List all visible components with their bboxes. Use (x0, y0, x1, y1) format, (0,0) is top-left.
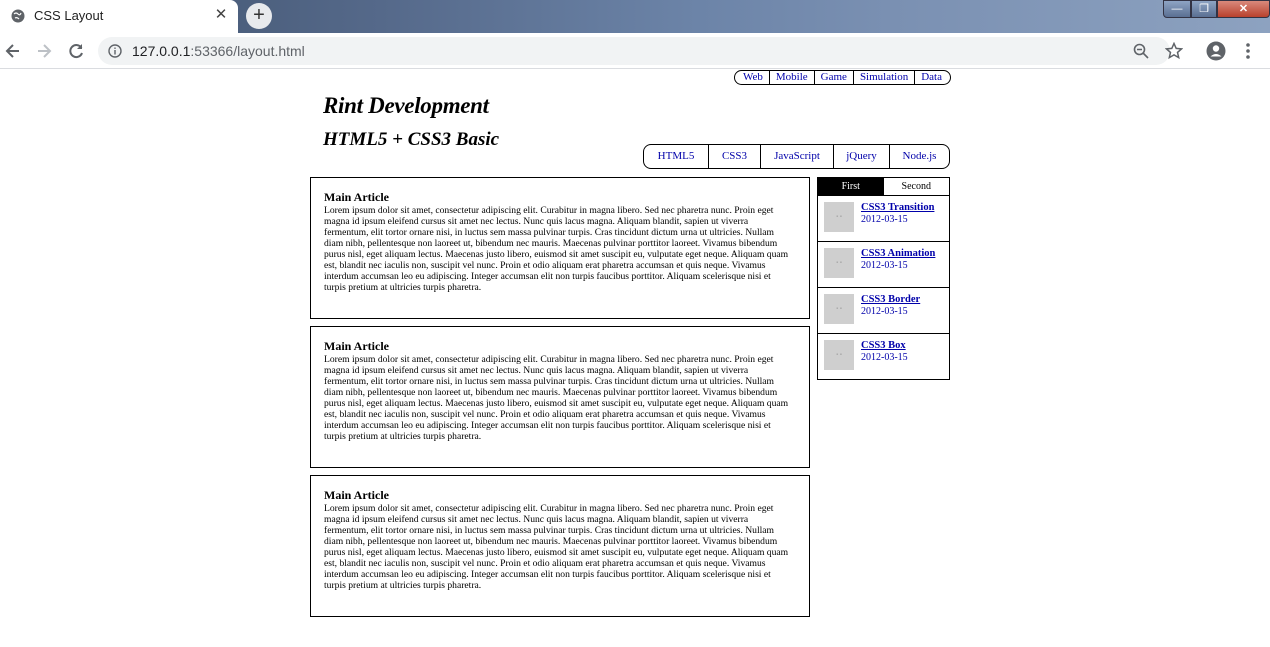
maximize-button[interactable]: ❐ (1191, 0, 1217, 18)
article-body: Lorem ipsum dolor sit amet, consectetur adipiscing elit. Curabitur in magna libero. Sed nec pharetra nunc. Proin eget magna id ipsum eleifend cursus sit amet nec lectus. Nunc quis lacus magna. Aliquam blandit, sapien ut viverra fermentum, elit tortor ornare nisi, in luctus sem massa pulvinar turpis. Cras tincidunt dictum urna ut ultricies. Nullam diam nibh, pellentesque non laoreet ut, bibendum nec mauris. Maecenas pulvinar porttitor laoreet. Vivamus bibendum purus nisl, eget aliquam lectus. Maecenas justo libero, euismod sit amet suscipit eu, vulputate eget neque. Aliquam quam est, blandit nec iaculis non, suscipit vel nunc. Proin et odio aliquam erat pharetra accumsan et quis neque. Vivamus interdum accumsan leo eu adipiscing. Integer accumsan elit non turpis faucibus porttitor. Aliquam scelerisque nisi et turpis pretium at ultricies turpis pharetra. (324, 354, 789, 442)
sidebar-item-title[interactable]: CSS3 Transition (861, 202, 935, 213)
top-nav-web[interactable]: Web (743, 71, 763, 83)
address-bar[interactable] (98, 37, 1170, 65)
tab-second[interactable]: Second (901, 181, 931, 192)
sidebar-item[interactable] (818, 288, 949, 334)
top-nav-game[interactable]: Game (814, 71, 853, 84)
main-nav-html5[interactable]: HTML5 (657, 150, 695, 162)
article-body: Lorem ipsum dolor sit amet, consectetur adipiscing elit. Curabitur in magna libero. Sed nec pharetra nunc. Proin eget magna id ipsum eleifend cursus sit amet nec lectus. Nunc quis lacus magna. Aliquam blandit, sapien ut viverra fermentum, elit tortor ornare nisi, in luctus sem massa pulvinar turpis. Cras tincidunt dictum urna ut ultricies. Nullam diam nibh, pellentesque non laoreet ut, bibendum nec mauris. Maecenas pulvinar porttitor laoreet. Vivamus bibendum purus nisl, eget aliquam lectus. Maecenas justo libero, euismod sit amet suscipit eu, vulputate eget neque. Aliquam quam est, blandit nec iaculis non, suscipit vel nunc. Proin et odio aliquam erat pharetra accumsan et quis neque. Vivamus interdum accumsan leo eu adipiscing. Integer accumsan elit non turpis faucibus porttitor. Aliquam scelerisque nisi et turpis pretium at ultricies turpis pharetra. (324, 205, 789, 293)
close-tab-icon[interactable]: ✕ (214, 6, 228, 23)
top-nav-simulation[interactable]: Simulation (853, 71, 914, 84)
article-body: Lorem ipsum dolor sit amet, consectetur adipiscing elit. Curabitur in magna libero. Sed nec pharetra nunc. Proin eget magna id ipsum eleifend cursus sit amet nec lectus. Nunc quis lacus magna. Aliquam blandit, sapien ut viverra fermentum, elit tortor ornare nisi, in luctus sem massa pulvinar turpis. Cras tincidunt dictum urna ut ultricies. Nullam diam nibh, pellentesque non laoreet ut, bibendum nec mauris. Maecenas pulvinar porttitor laoreet. Vivamus bibendum purus nisl, eget aliquam lectus. Maecenas justo libero, euismod sit amet suscipit eu, vulputate eget neque. Aliquam quam est, blandit nec iaculis non, suscipit vel nunc. Proin et odio aliquam erat pharetra accumsan et quis neque. Vivamus interdum accumsan leo eu adipiscing. Integer accumsan elit non turpis faucibus porttitor. Aliquam scelerisque nisi et turpis pretium at ultricies turpis pharetra. (324, 503, 789, 591)
sidebar-item-date: 2012-03-15 (861, 260, 908, 271)
url-text: 127.0.0.1:53366/layout.html (132, 43, 305, 59)
top-nav-data[interactable]: Data (914, 71, 950, 84)
title-bar (0, 0, 1270, 33)
sidebar (817, 177, 950, 380)
sidebar-item-date: 2012-03-15 (861, 306, 908, 317)
account-icon[interactable] (1206, 41, 1226, 61)
sidebar-item-date: 2012-03-15 (861, 352, 908, 363)
sidebar-item-date: 2012-03-15 (861, 214, 908, 225)
top-nav (734, 70, 951, 85)
sidebar-item[interactable] (818, 196, 949, 242)
kebab-menu-icon[interactable] (1240, 41, 1256, 61)
sidebar-item[interactable] (818, 334, 949, 379)
article-title: Main Article (324, 488, 389, 502)
main-nav-nodejs[interactable]: Node.js (889, 145, 949, 168)
window-controls (1163, 0, 1270, 18)
zoom-out-icon[interactable] (1133, 43, 1149, 59)
close-window-button[interactable]: ✕ (1217, 0, 1270, 18)
main-nav-javascript[interactable]: JavaScript (760, 145, 833, 168)
main-article (310, 177, 810, 319)
article-list (310, 177, 810, 624)
article-title: Main Article (324, 190, 389, 204)
minimize-button[interactable]: — (1163, 0, 1191, 18)
arrow-right-icon[interactable] (34, 41, 54, 61)
tab-title: CSS Layout (34, 8, 104, 23)
reload-icon[interactable] (66, 41, 86, 61)
sidebar-tabs (818, 178, 949, 196)
sidebar-item-title[interactable]: CSS3 Animation (861, 248, 936, 259)
sidebar-item-title[interactable]: CSS3 Box (861, 340, 906, 351)
site-title: Rint Development (323, 93, 489, 118)
new-tab-button[interactable]: + (246, 3, 272, 29)
tab-first[interactable]: First (818, 178, 884, 195)
page-content (0, 70, 1270, 647)
sidebar-item[interactable] (818, 242, 949, 288)
main-nav (643, 144, 950, 169)
browser-tab[interactable] (0, 0, 238, 33)
main-article (310, 326, 810, 468)
info-icon[interactable] (108, 44, 122, 58)
thumbnail-image: ▪ ▪ (824, 294, 854, 324)
article-title: Main Article (324, 339, 389, 353)
thumbnail-image: ▪ ▪ (824, 340, 854, 370)
arrow-left-icon[interactable] (3, 41, 23, 61)
sidebar-item-title[interactable]: CSS3 Border (861, 294, 921, 305)
browser-toolbar (0, 33, 1270, 69)
thumbnail-image: ▪ ▪ (824, 248, 854, 278)
main-nav-css3[interactable]: CSS3 (708, 145, 760, 168)
globe-icon (11, 9, 25, 23)
star-icon[interactable] (1165, 42, 1183, 60)
site-subtitle: HTML5 + CSS3 Basic (323, 129, 500, 150)
top-nav-mobile[interactable]: Mobile (769, 71, 814, 84)
thumbnail-image: ▪ ▪ (824, 202, 854, 232)
main-nav-jquery[interactable]: jQuery (833, 145, 889, 168)
main-article (310, 475, 810, 617)
